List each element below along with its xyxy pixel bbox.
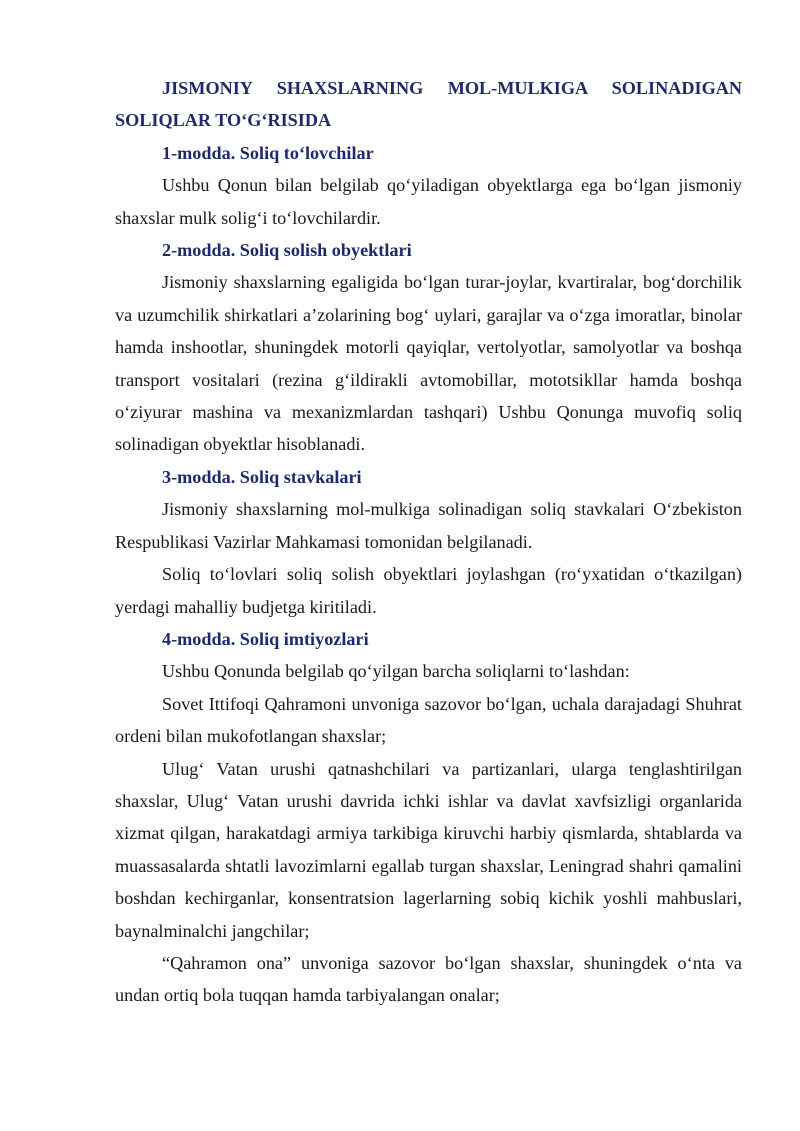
document-page <box>115 72 742 1012</box>
section-heading: 4-modda. Soliq imtiyozlari <box>162 628 369 649</box>
section-heading: 3-modda. Soliq stavkalari <box>162 466 362 487</box>
document-title: JISMONIY SHAXSLARNING MOL-MULKIGA SOLINADIGAN SOLIQLAR TO‘G‘RISIDA <box>115 78 742 131</box>
paragraph: Jismoniy shaxslarning mol-mulkiga solinadigan soliq stavkalari O‘zbekiston Respublikasi Vazirlar Mahkamasi tomonidan belgilanadi. <box>115 499 742 552</box>
paragraph: Ulug‘ Vatan urushi qatnashchilari va partizanlari, ularga tenglashtirilgan shaxslar, Ulug‘ Vatan urushi davrida ichki ishlar va davlat xavfsizligi organlarida xizmat qilgan, harakatdagi armiya tarkibiga kiruvchi harbiy qismlarda, shtablarda va muassasalarda shtatli lavozimlarni egallab turgan shaxslar, Leningrad shahri qamalini boshdan kechirganlar, konsentratsion lagerlarning sobiq kichik yoshli mahbuslari, baynalminalchi jangchilar; <box>115 758 742 941</box>
section-heading: 2-modda. Soliq solish obyektlari <box>162 240 412 261</box>
section-heading: 1-modda. Soliq to‘lovchilar <box>162 142 374 163</box>
paragraph: Sovet Ittifoqi Qahramoni unvoniga sazovor bo‘lgan, uchala darajadagi Shuhrat ordeni bilan mukofotlangan shaxslar; <box>115 693 742 747</box>
paragraph: Ushbu Qonun bilan belgilab qo‘yiladigan obyektlarga ega bo‘lgan jismoniy shaxslar mulk solig‘i to‘lovchilardir. <box>115 175 742 228</box>
section-article-4 <box>115 623 742 1012</box>
paragraph: Soliq to‘lovlari soliq solish obyektlari joylashgan (ro‘yxatidan o‘tkazilgan) yerdagi mahalliy budjetga kiritiladi. <box>115 564 742 617</box>
paragraph: Ushbu Qonunda belgilab qo‘yilgan barcha soliqlarni to‘lashdan: <box>162 661 630 682</box>
paragraph: Jismoniy shaxslarning egaligida bo‘lgan turar-joylar, kvartiralar, bog‘dorchilik va uzumchilik shirkatlari a’zolarining bog‘ uylari, garajlar va o‘zga imoratlar, binolar hamda inshootlar, shuningdek motorli qayiqlar, vertolyotlar, samolyotlar va boshqa transport vositalari (rezina g‘ildirakli avtomobillar, mototsikllar hamda boshqa o‘ziyurar mashina va mexanizmlardan tashqari) Ushbu Qonunga muvofiq soliq solinadigan obyektlar hisoblanadi. <box>115 272 742 455</box>
section-article-1 <box>115 137 742 234</box>
paragraph: “Qahramon ona” unvoniga sazovor bo‘lgan shaxslar, shuningdek o‘nta va undan ortiq bola tuqqan hamda tarbiyalangan onalar; <box>115 952 742 1006</box>
section-article-2 <box>115 234 742 461</box>
section-article-3 <box>115 461 742 623</box>
